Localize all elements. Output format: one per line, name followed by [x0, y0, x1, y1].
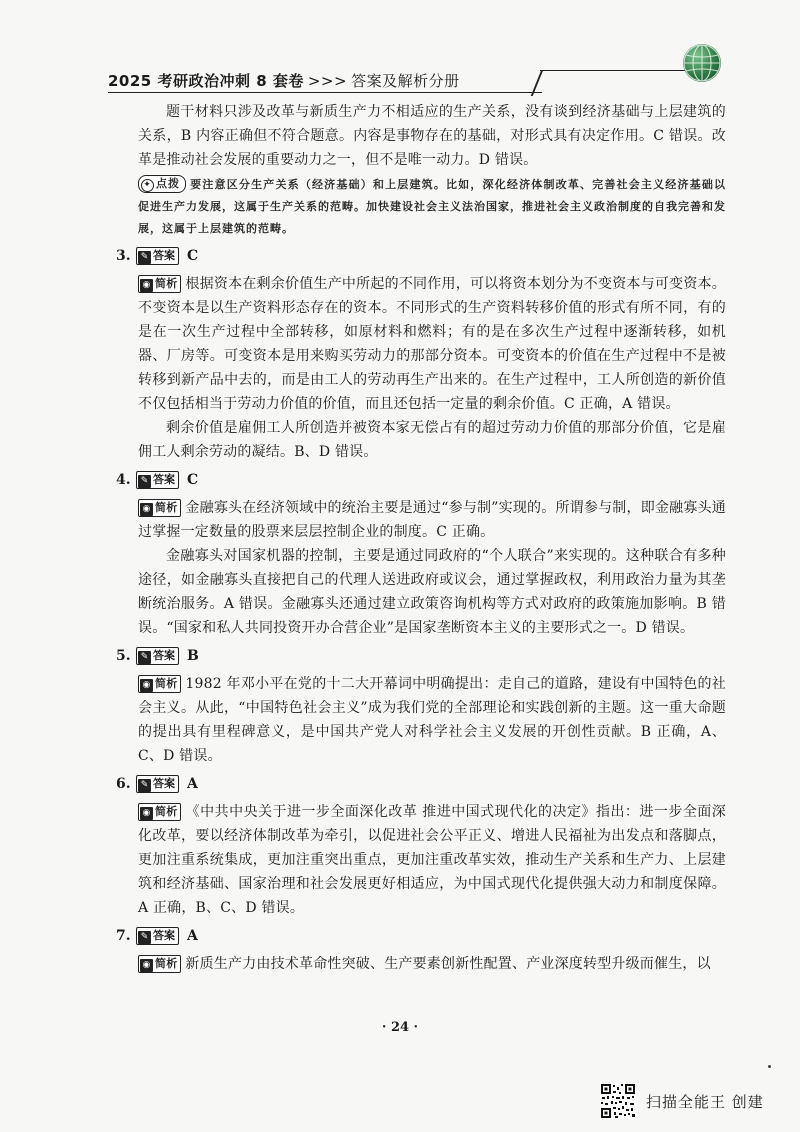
answer-tag	[136, 647, 179, 665]
header-subtitle: 答案及解析分册	[351, 72, 460, 90]
answer-tag	[136, 471, 179, 489]
eye-icon: ◉	[140, 503, 153, 516]
analysis-tag	[138, 275, 181, 293]
answer-letter: B	[187, 648, 199, 664]
answer-label: 答案	[153, 473, 175, 486]
analysis-text: 《中共中央关于进一步全面深化改革 推进中国式现代化的决定》指出：进一步全面深化改革，要以经济体制改革为牵引，以促进社会公平正义、增进人民福祉为出发点和落脚点，更加注重系统集成，更加注重突出重点，更加注重改革实效，推动生产关系和生产力、上层建筑和经济基础、国家治理和社会发展更好相适应，为中国式现代化提供强大动力和制度保障。A 正确，B、C、D 错误。	[138, 804, 726, 916]
question-number: 5.	[116, 648, 131, 664]
answer-tag	[136, 775, 179, 793]
page-header	[108, 62, 708, 92]
tip-label: 点拨	[156, 177, 180, 190]
answer-tag	[136, 927, 179, 945]
pencil-icon: ✎	[138, 931, 151, 944]
page-number: · 24 ·	[381, 1020, 419, 1035]
analysis-label: 简析	[155, 501, 178, 514]
answer-label: 答案	[153, 777, 175, 790]
header-title	[108, 70, 460, 91]
answer-letter: C	[187, 472, 199, 488]
analysis-label: 简析	[155, 957, 178, 970]
answer-label: 答案	[153, 649, 175, 662]
scanner-watermark	[600, 1083, 790, 1123]
answer-tag	[136, 247, 179, 265]
tip-block	[138, 174, 726, 240]
question-7-answer-line	[116, 924, 726, 948]
question-7-analysis	[138, 952, 726, 976]
analysis-label: 简析	[155, 677, 178, 690]
question-number: 3.	[116, 248, 131, 264]
question-6-answer-line	[116, 772, 726, 796]
bulb-icon: ✦	[141, 179, 154, 192]
question-3-analysis-cont: 剩余价值是雇佣工人所创造并被资本家无偿占有的超过劳动力价值的那部分价值，它是雇佣工人剩余劳动的凝结。B、D 错误。	[138, 420, 726, 460]
analysis-tag	[138, 803, 181, 821]
answer-label: 答案	[153, 929, 175, 942]
analysis-tag	[138, 499, 181, 517]
question-3-answer-line	[116, 244, 726, 268]
pencil-icon: ✎	[138, 651, 151, 664]
analysis-tag	[138, 955, 181, 973]
pencil-icon: ✎	[138, 251, 151, 264]
question-4-answer-line	[116, 468, 726, 492]
tip-tag	[138, 175, 186, 193]
scan-dot	[768, 1065, 771, 1068]
analysis-text: 根据资本在剩余价值生产中所起的不同作用，可以将资本划分为不变资本与可变资本。不变资本是以生产资料形态存在的资本。不同形式的生产资料转移价值的形式有所不同，有的是在一次生产过程中全部转移，如原材料和燃料；有的是在多次生产过程中逐渐转移，如机器、厂房等。可变资本是用来购买劳动力的那部分资本。可变资本的价值在生产过程中不是被转移到新产品中去的，而是由工人的劳动再生产出来的。在生产过程中，工人所创造的新价值不仅包括相当于劳动力价值的价值，而且还包括一定量的剩余价值。C 正确，A 错误。	[138, 276, 726, 412]
intro-paragraph: 题干材料只涉及改革与新质生产力不相适应的生产关系，没有谈到经济基础与上层建筑的关系，B 内容正确但不符合题意。内容是事物存在的基础，对形式具有决定作用。C 错误。改革是推动社会发展的重要动力之一，但不是唯一动力。D 错误。	[138, 104, 726, 168]
analysis-text: 金融寡头在经济领域中的统治主要是通过“参与制”实现的。所谓参与制，即金融寡头通过掌握一定数量的股票来层层控制企业的制度。C 正确。	[138, 500, 726, 540]
question-5-analysis	[138, 672, 726, 768]
header-book-title: 2025 考研政治冲刺 8 套卷	[108, 72, 304, 90]
question-3-analysis	[138, 272, 726, 416]
header-rule-right	[540, 70, 690, 71]
header-arrows: >>>	[307, 72, 348, 90]
eye-icon: ◉	[140, 279, 153, 292]
qr-code-icon	[600, 1083, 636, 1119]
scanner-text: 扫描全能王 创建	[646, 1093, 764, 1111]
question-4-analysis	[138, 496, 726, 544]
question-6-analysis	[138, 800, 726, 920]
question-5-answer-line	[116, 644, 726, 668]
pencil-icon: ✎	[138, 475, 151, 488]
pencil-icon: ✎	[138, 779, 151, 792]
question-number: 6.	[116, 776, 131, 792]
analysis-tag	[138, 675, 181, 693]
question-number: 4.	[116, 472, 131, 488]
tip-text: 要注意区分生产关系（经济基础）和上层建筑。比如，深化经济体制改革、完善社会主义经济基础以促进生产力发展，这属于生产关系的范畴。加快建设社会主义法治国家，推进社会主义政治制度的自我完善和发展，这属于上层建筑的范畴。	[138, 178, 726, 235]
answer-letter: A	[187, 928, 198, 944]
answer-label: 答案	[153, 249, 175, 262]
question-4-analysis-cont: 金融寡头对国家机器的控制，主要是通过同政府的“个人联合”来实现的。这种联合有多种途径，如金融寡头直接把自己的代理人送进政府或议会，通过掌握政权，利用政治力量为其垄断统治服务。A 错误。金融寡头还通过建立政策咨询机构等方式对政府的政策施加影响。B 错误。“国家和私人共同投资开办合营企业”是国家垄断资本主义的主要形式之一。D 错误。	[138, 548, 726, 636]
eye-icon: ◉	[140, 679, 153, 692]
question-number: 7.	[116, 928, 131, 944]
analysis-label: 简析	[155, 277, 178, 290]
page-content	[116, 100, 726, 976]
header-rule	[108, 92, 542, 93]
answer-letter: C	[187, 248, 199, 264]
eye-icon: ◉	[140, 959, 153, 972]
globe-icon	[683, 44, 721, 82]
analysis-text: 新质生产力由技术革命性突破、生产要素创新性配置、产业深度转型升级而催生，以	[185, 956, 711, 972]
eye-icon: ◉	[140, 807, 153, 820]
answer-letter: A	[187, 776, 198, 792]
analysis-label: 简析	[155, 805, 178, 818]
analysis-text: 1982 年邓小平在党的十二大开幕词中明确提出：走自己的道路，建设有中国特色的社会主义。从此，“中国特色社会主义”成为我们党的全部理论和实践创新的主题。这一重大命题的提出具有里程碑意义，是中国共产党人对科学社会主义发展的开创性贡献。B 正确，A、C、D 错误。	[138, 676, 726, 764]
